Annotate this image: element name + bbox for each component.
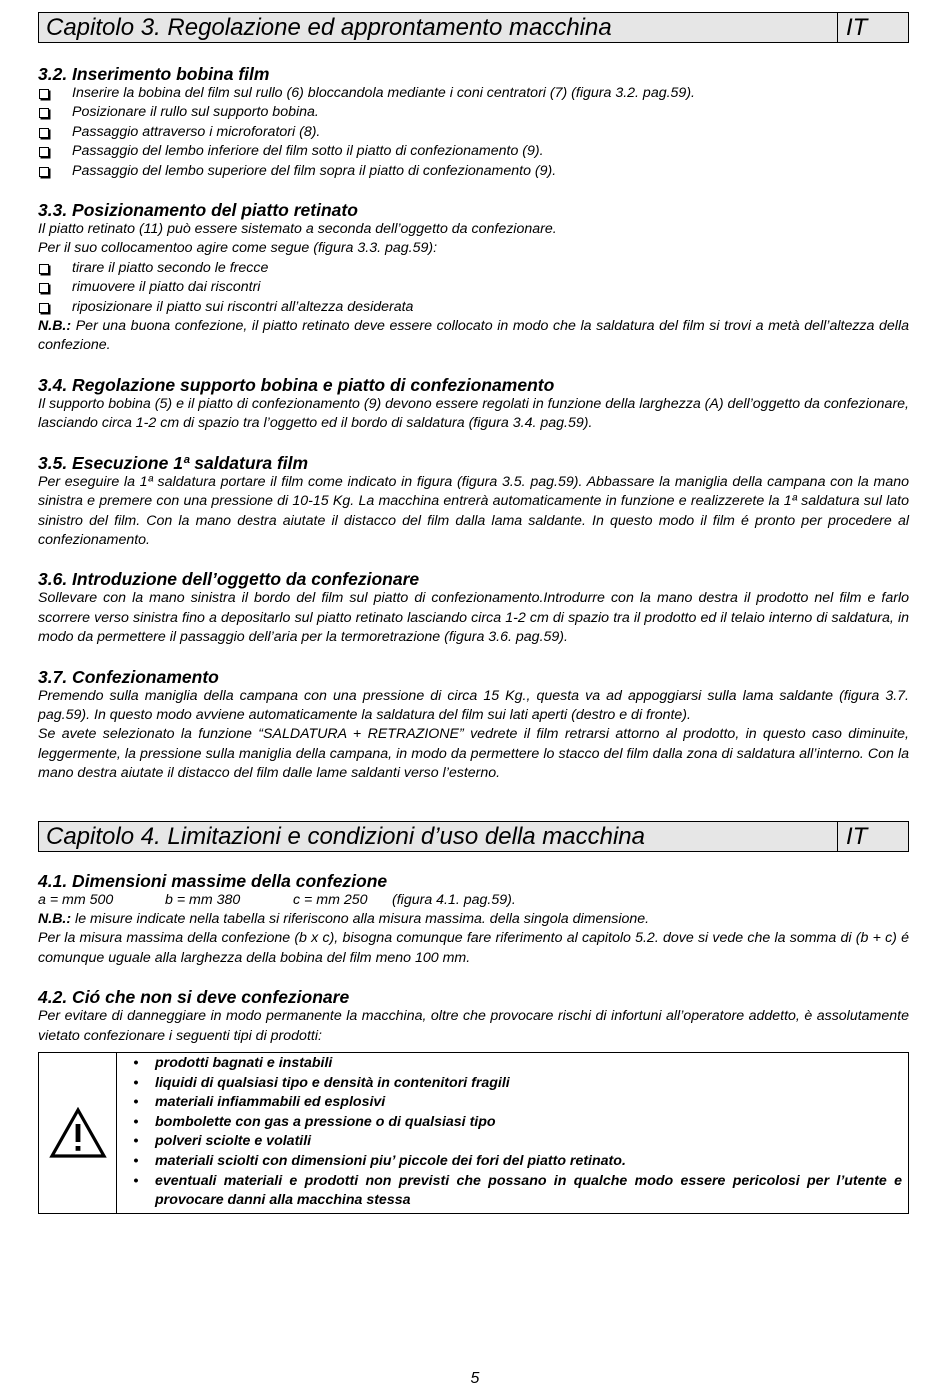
checkbox-icon <box>39 147 49 157</box>
page-number: 5 <box>470 1370 480 1387</box>
note-label: N.B.: <box>38 318 72 335</box>
section-3-3-text: Il piatto retinato (11) può essere sistemato a seconda dell’oggetto da confezionare. <box>38 221 557 238</box>
checklist-item <box>38 278 909 297</box>
bullet-icon: • <box>133 1152 139 1169</box>
section-3-5-text: Per eseguire la 1ª saldatura portare il film come indicato in figura (figura 3.5. pag.59). Abbassare la maniglia della campana con la mano sinistra e premere con una pressione di 10-15 Kg. La macchina entrerà automaticamente in funzione e realizzerete la 1ª saldatura sul lato sinistro del film. Con la mano destra aiutate il distacco del film dalla lama saldante. In questo modo il film é pronto per procedere al confezionamento. <box>38 473 909 548</box>
note-text: le misure indicate nella tabella si riferiscono alla misura massima. della singola dimensione. <box>71 910 650 927</box>
note-paragraph <box>38 910 909 929</box>
chapter-4-language: IT <box>837 822 908 851</box>
chapter-3-title: Capitolo 3. Regolazione ed approntamento macchina <box>46 14 612 41</box>
checkbox-icon <box>39 128 49 138</box>
dimension-a: a = mm 500 <box>38 891 114 908</box>
prohibited-item <box>117 1172 902 1211</box>
checklist-item <box>38 123 909 142</box>
section-3-4-heading: 3.4. Regolazione supporto bobina e piatto di confezionamento <box>38 374 555 395</box>
section-4-2-text: Per evitare di danneggiare in modo permanente la macchina, oltre che provocare rischi di infortuni all’operatore addetto, è assolutamente vietato confezionare i seguenti tipi di prodotti: <box>38 1008 909 1044</box>
checklist-item-text: Posizionare il rullo sul supporto bobina. <box>72 104 319 121</box>
section-4-2 <box>38 987 909 1214</box>
dimension-b: b = mm 380 <box>165 891 241 908</box>
prohibited-item <box>117 1093 902 1113</box>
prohibited-item-text: materiali infiammabili ed esplosivi <box>155 1094 386 1111</box>
section-4-1-text: Per la misura massima della confezione (b x c), bisogna comunque fare riferimento al capitolo 5.2. dove si vede che la somma di (b + c) é comunque uguale alla larghezza della bobina del film meno 100 mm. <box>38 930 909 966</box>
dimension-figure-ref: (figura 4.1. pag.59). <box>392 891 516 908</box>
bullet-icon: • <box>133 1074 139 1091</box>
checkbox-icon <box>39 167 49 177</box>
bullet-icon: • <box>133 1055 139 1071</box>
checklist-item-text: Inserire la bobina del film sul rullo (6) bloccandola mediante i coni centratori (7) (figura 3.2. pag.59). <box>72 85 695 101</box>
section-3-2 <box>38 64 909 181</box>
section-3-3 <box>38 200 909 356</box>
section-3-3-text: Per il suo collocamentoo agire come segue (figura 3.3. pag.59): <box>38 240 438 257</box>
section-3-6 <box>38 569 909 647</box>
prohibited-item <box>117 1132 902 1152</box>
section-3-2-heading: 3.2. Inserimento bobina film <box>38 64 270 84</box>
bullet-icon: • <box>133 1172 139 1189</box>
prohibited-item-text: liquidi di qualsiasi tipo e densità in contenitori fragili <box>155 1074 510 1091</box>
prohibited-item-text: materiali sciolti con dimensioni piu’ piccole dei fori del piatto retinato. <box>155 1152 626 1169</box>
section-3-3-heading: 3.3. Posizionamento del piatto retinato <box>38 200 358 221</box>
checkbox-icon <box>39 89 49 99</box>
section-3-7-heading: 3.7. Confezionamento <box>38 666 219 687</box>
section-4-1-heading: 4.1. Dimensioni massime della confezione <box>38 870 388 891</box>
dimensions-line <box>38 891 909 910</box>
checklist-item-text: Passaggio del lembo inferiore del film sotto il piatto di confezionamento (9). <box>72 143 544 160</box>
prohibited-item-text: polveri sciolte e volatili <box>155 1133 312 1150</box>
section-3-5-heading: 3.5. Esecuzione 1ª saldatura film <box>38 452 309 473</box>
chapter-4-header <box>38 821 909 852</box>
checklist-item-text: Passaggio del lembo superiore del film sopra il piatto di confezionamento (9). <box>72 162 557 179</box>
checklist-item-text: rimuovere il piatto dai riscontri <box>72 279 261 296</box>
note-label: N.B.: <box>38 910 72 927</box>
section-3-7-text: Se avete selezionato la funzione “SALDATURA + RETRAZIONE” vedrete il film retrarsi attorno al prodotto, in questo caso diminuite, leggermente, la pressione sulla maniglia della campana, in modo da permettere lo stacco del film dalla zona di saldatura all’interno. Con la mano destra aiutate il distacco del film dalle lame saldanti verso l’esterno. <box>38 726 909 782</box>
chapter-3-language: IT <box>837 13 908 42</box>
section-3-6-heading: 3.6. Introduzione dell’oggetto da confezionare <box>38 569 420 590</box>
prohibited-item <box>117 1152 902 1172</box>
checklist-item <box>38 259 909 278</box>
prohibited-item <box>117 1074 902 1094</box>
section-4-2-heading: 4.2. Ció che non si deve confezionare <box>38 987 350 1008</box>
chapter-4-title: Capitolo 4. Limitazioni e condizioni d’uso della macchina <box>46 822 646 850</box>
bullet-icon: • <box>133 1133 139 1150</box>
prohibited-item-text: eventuali materiali e prodotti non previsti che possano in qualche modo essere pericolosi per l’utente e provocare danni alla macchina stessa <box>155 1172 902 1209</box>
section-3-7-text: Premendo sulla maniglia della campana con una pressione di circa 15 Kg., questa va ad appoggiarsi sulla lama saldante (figura 3.7. pag.59). In questo modo avviene automaticamente la saldatura del film sui lati aperti (destro e di fronte). <box>38 687 909 723</box>
prohibited-item-text: bombolette con gas a pressione o di qualsiasi tipo <box>155 1113 496 1130</box>
checkbox-icon <box>39 108 49 118</box>
checkbox-icon <box>39 303 49 313</box>
checkbox-icon <box>39 264 49 274</box>
dimension-c: c = mm 250 <box>293 891 368 908</box>
section-3-4-text: Il supporto bobina (5) e il piatto di confezionamento (9) devono essere regolati in funzione della larghezza (A) dell’oggetto da confezionare, lasciando circa 1-2 cm di spazio tra l’oggetto ed il bordo di saldatura (figura 3.4. pag.59). <box>38 395 909 432</box>
warning-triangle-icon <box>39 1053 117 1213</box>
chapter-3-header <box>38 12 909 43</box>
prohibited-item <box>117 1054 902 1074</box>
section-3-6-text: Sollevare con la mano sinistra il bordo del film sul piatto di confezionamento.Introdurre con la mano destra il prodotto nel film e farlo scorrere verso sinistra fino a depositarlo sul piatto retinato lasciando circa 1-2 cm di spazio tra il prodotto ed il telaio interno di saldatura, in modo da permettere il passaggio dell’aria per la termoretrazione (figura 3.6. pag.59). <box>38 590 909 646</box>
note-paragraph <box>38 317 909 356</box>
checklist-item-text: Passaggio attraverso i microforatori (8). <box>72 123 321 140</box>
checkbox-icon <box>39 283 49 293</box>
note-text: Per una buona confezione, il piatto retinato deve essere collocato in modo che la saldatura del film si trovi a metà dell’altezza della confezione. <box>38 318 909 354</box>
checklist-item <box>38 103 909 122</box>
section-3-5 <box>38 453 909 551</box>
section-3-7 <box>38 667 909 784</box>
checklist-item <box>38 142 909 161</box>
checklist-item <box>38 162 909 181</box>
manual-page <box>38 12 909 1214</box>
section-3-4 <box>38 375 909 434</box>
checklist-item <box>38 84 909 103</box>
checklist-item-text: riposizionare il piatto sui riscontri all’altezza desiderata <box>72 298 414 315</box>
prohibited-items-table <box>38 1052 909 1214</box>
section-4-1 <box>38 871 909 969</box>
bullet-icon: • <box>133 1113 139 1130</box>
prohibited-item-text: prodotti bagnati e instabili <box>155 1055 333 1071</box>
checklist-item <box>38 298 909 317</box>
checklist-item-text: tirare il piatto secondo le frecce <box>72 259 269 276</box>
bullet-icon: • <box>133 1094 139 1111</box>
prohibited-item <box>117 1113 902 1133</box>
prohibited-items-list <box>117 1053 908 1213</box>
